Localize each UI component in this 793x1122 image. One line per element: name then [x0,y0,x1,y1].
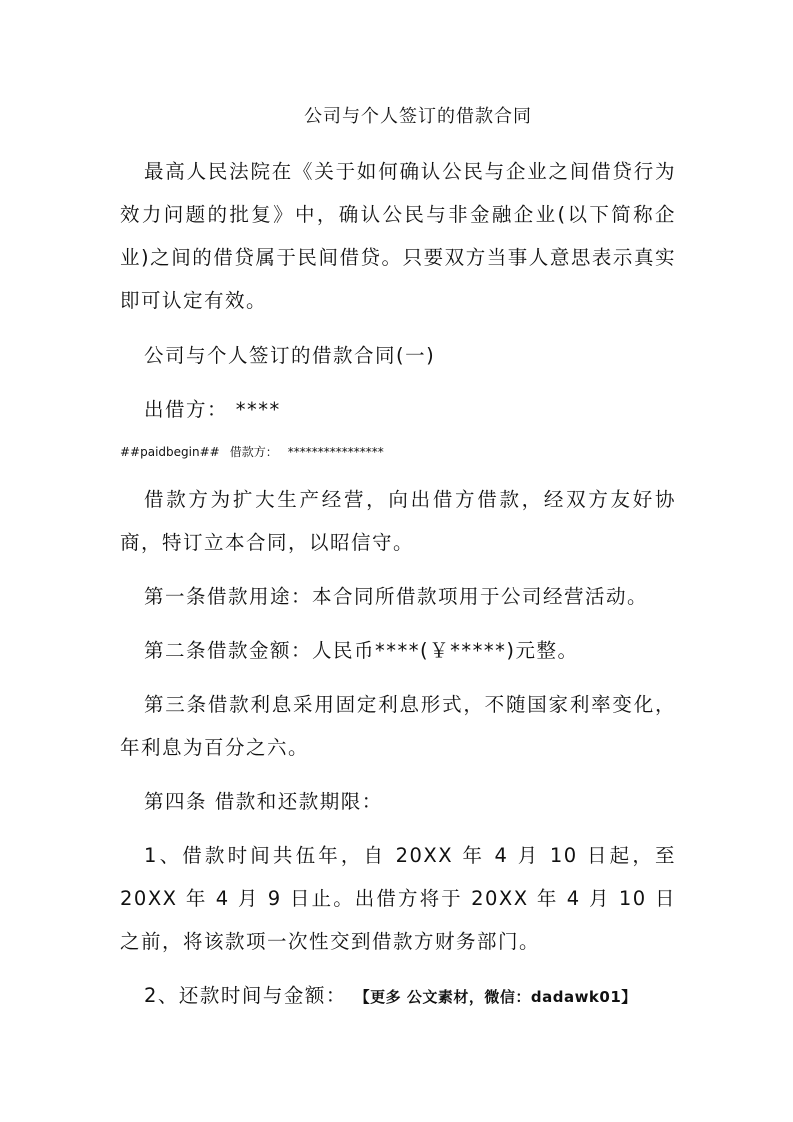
borrower-value: **************** [287,445,384,459]
clause-3: 第三条借款利息采用固定利息形式，不随国家利率变化，年利息为百分之六。 [120,693,676,759]
document-title: 公司与个人签订的借款合同 [304,106,532,127]
clause-4: 第四条 借款和还款期限： [144,790,383,813]
borrower-label: 借款方： [229,445,278,459]
borrower-line [120,442,676,462]
clause-1: 第一条借款用途：本合同所借款项用于公司经营活动。 [144,585,649,608]
purpose-paragraph: 借款方为扩大生产经营，向出借方借款，经双方友好协商，特订立本合同，以昭信守。 [120,488,676,554]
paid-marker: ##paidbegin## [120,445,220,459]
section-title: 公司与个人签订的借款合同(一) [144,344,436,367]
item-1: 1、借款时间共伍年，自 20XX 年 4 月 10 日起，至 20XX 年 4 月 9 日止。出借方将于 20XX 年 4 月 10 日之前，将该款项一次性交到借款方财务部门。 [120,844,676,953]
item-2 [120,974,676,1019]
intro-paragraph: 最高人民法院在《关于如何确认公民与企业之间借贷行为效力问题的批复》中，确认公民与非金融企业(以下简称企业)之间的借贷属于民间借贷。只要双方当事人意思表示真实即可认定有效。 [120,160,676,312]
item-2-label: 2、还款时间与金额： [144,984,347,1007]
lender-line: 出借方： **** [144,398,281,421]
clause-2: 第二条借款金额：人民币****(￥*****)元整。 [144,639,579,662]
more-material-note: 【更多 公文素材，微信：dadawk01】 [354,988,637,1006]
